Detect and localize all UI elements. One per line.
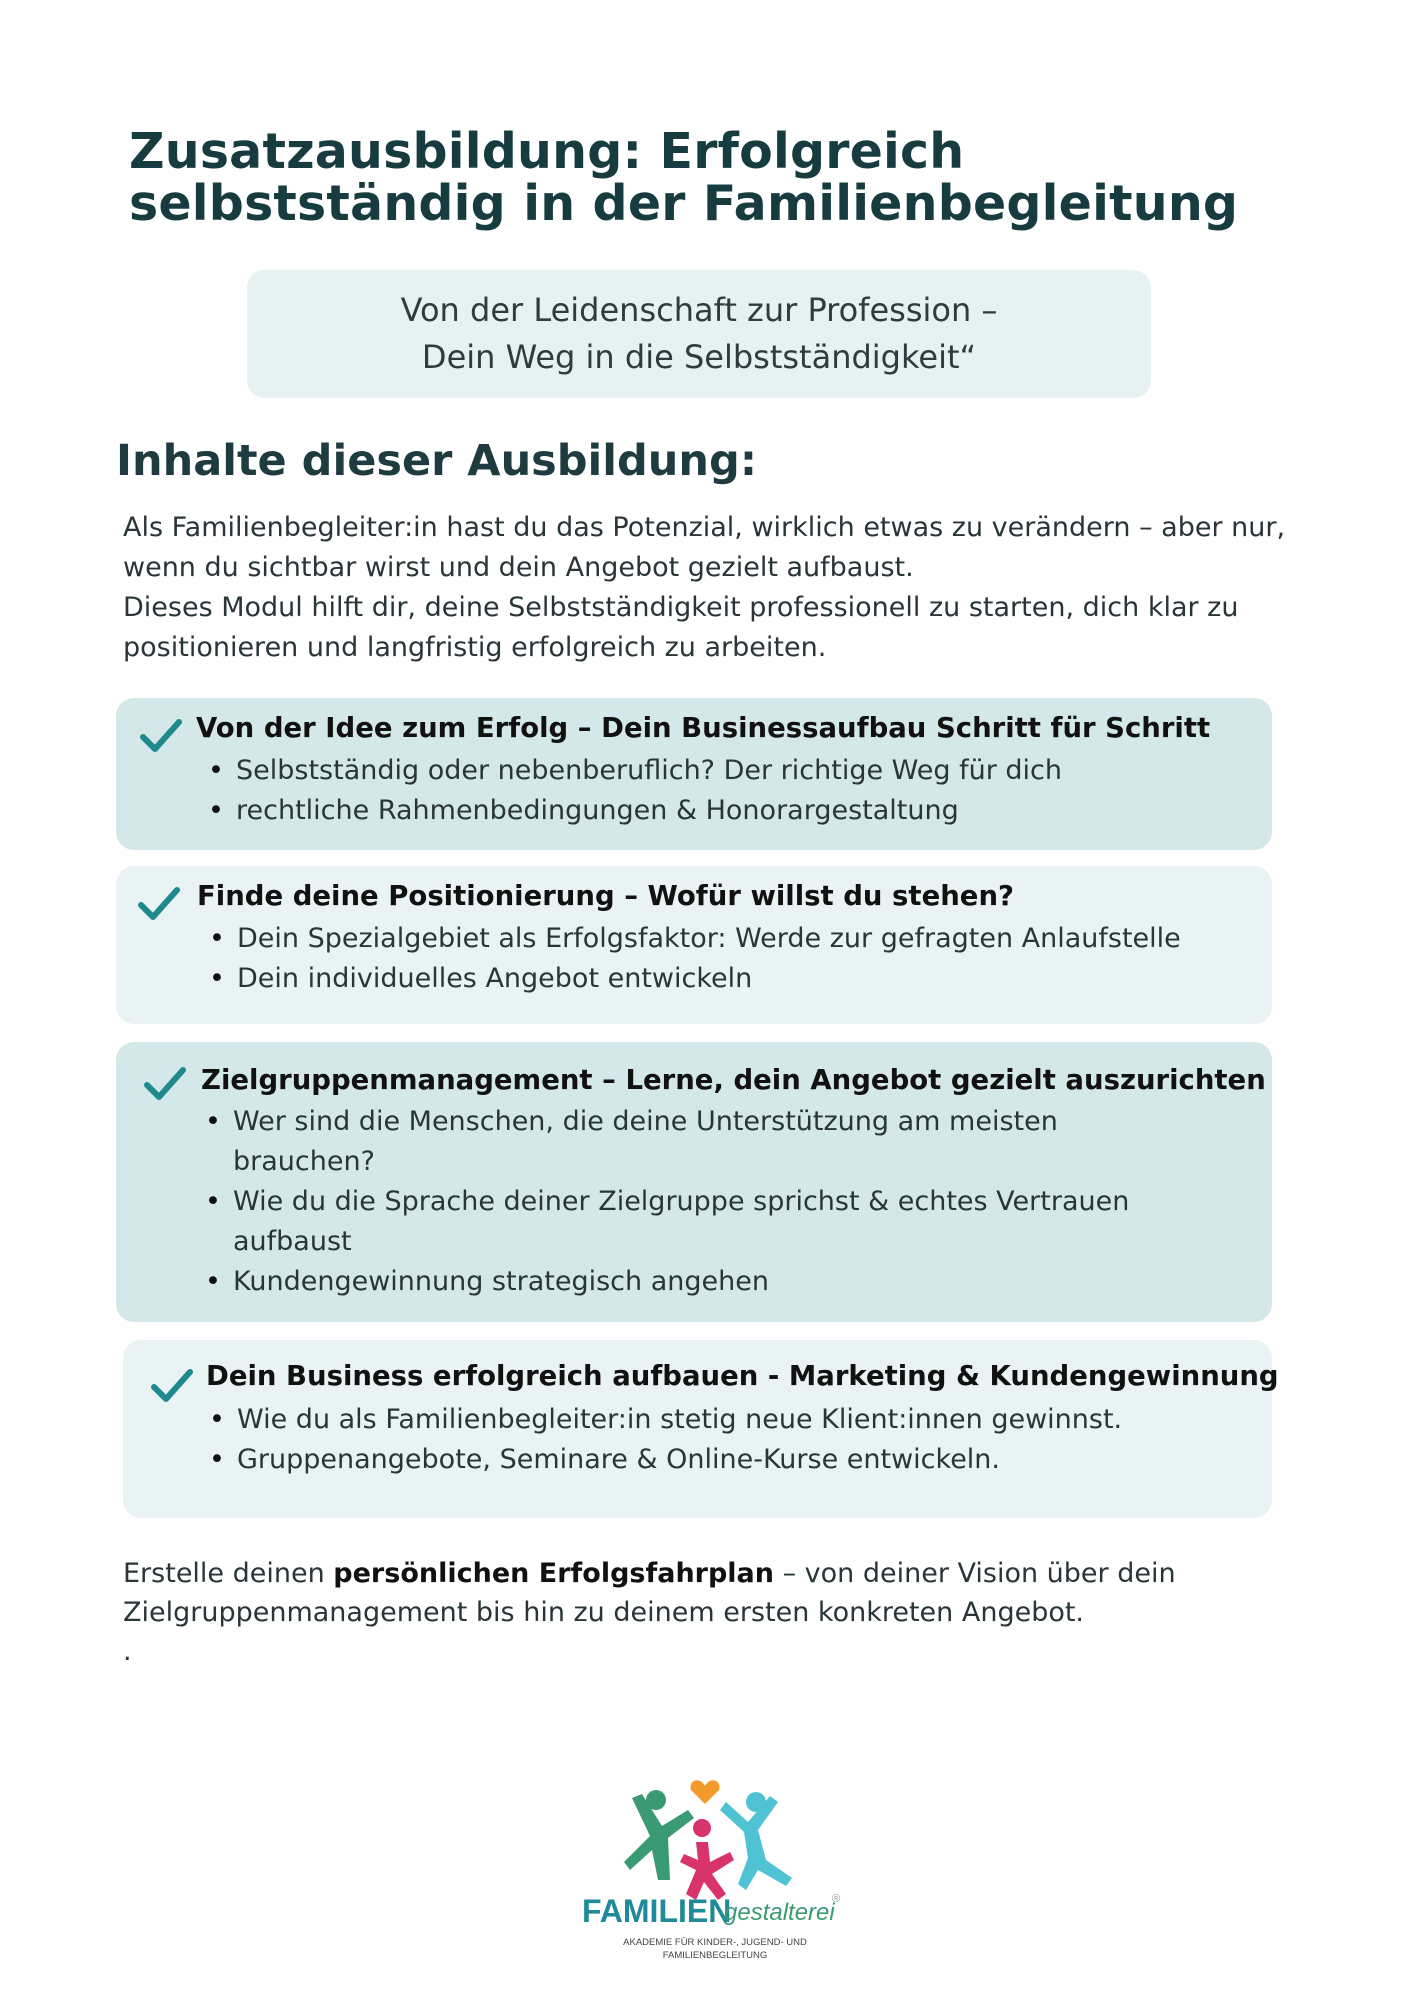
module-bullet-list: [208, 751, 1248, 831]
checkmark-icon: [140, 718, 182, 754]
list-item: • Wer sind die Menschen, die deine Unterstützung am meisten brauchen?: [205, 1102, 1205, 1182]
list-item: • rechtliche Rahmenbedingungen & Honorargestaltung: [208, 791, 1248, 831]
module-bullet-list: [209, 919, 1259, 999]
intro-text: [123, 508, 1333, 668]
module-title: Finde deine Positionierung – Wofür willst du stehen?: [197, 880, 1014, 912]
pink-figure-icon: [680, 1819, 734, 1900]
outro-bold: persönlichen Erfolgsfahrplan: [333, 1558, 774, 1589]
intro-paragraph-1: Als Familienbegleiter:in hast du das Potenzial, wirklich etwas zu verändern – aber nur, wenn du sichtbar wirst und dein Angebot gezielt aufbaust.: [123, 512, 1286, 583]
brand-script: gestalterei: [724, 1899, 835, 1926]
brand-main: FAMILIEN: [582, 1893, 732, 1929]
module-bullet-list: [205, 1102, 1205, 1302]
quote-box: [247, 270, 1151, 398]
outro-after: – von deiner Vision über dein Zielgruppenmanagement bis hin zu deinem ersten konkreten Angebot.: [123, 1558, 1176, 1628]
checkmark-icon: [144, 1066, 186, 1102]
module-card-4: [123, 1340, 1279, 1518]
intro-paragraph-2: Dieses Modul hilft dir, deine Selbstständigkeit professionell zu starten, dich klar zu positionieren und langfristig erfolgreich zu arbeiten.: [123, 592, 1239, 663]
list-item: • Wie du als Familienbegleiter:in stetig neue Klient:innen gewinnst.: [209, 1400, 1259, 1440]
green-figure-icon: [624, 1790, 694, 1880]
tagline-line-2: FAMILIENBEGLEITUNG: [662, 1950, 768, 1961]
module-title: Dein Business erfolgreich aufbauen - Marketing & Kundengewinnung: [206, 1360, 1279, 1392]
outro-before: Erstelle deinen: [123, 1558, 334, 1589]
registered-mark: ®: [832, 1893, 841, 1905]
module-title: Von der Idee zum Erfolg – Dein Businessaufbau Schritt für Schritt: [196, 712, 1211, 744]
list-item: • Gruppenangebote, Seminare & Online-Kurse entwickeln.: [209, 1440, 1259, 1480]
outro-text: [123, 1554, 1333, 1671]
list-item: • Dein Spezialgebiet als Erfolgsfaktor: Werde zur gefragten Anlaufstelle: [209, 919, 1259, 959]
checkmark-icon: [138, 886, 180, 922]
list-item: • Selbstständig oder nebenberuflich? Der richtige Weg für dich: [208, 751, 1248, 791]
page-title: Zusatzausbildung: Erfolgreich selbstständig in der Familienbegleitung: [129, 123, 1239, 232]
module-card-1: [116, 698, 1272, 850]
module-title: Zielgruppenmanagement – Lerne, dein Angebot gezielt auszurichten: [201, 1064, 1266, 1096]
section-heading: Inhalte dieser Ausbildung:: [116, 436, 758, 486]
cyan-figure-icon: [720, 1792, 792, 1890]
list-item: • Dein individuelles Angebot entwickeln: [209, 959, 1259, 999]
familiengestalterei-logo: [570, 1770, 860, 1970]
quote-line-1: Von der Leidenschaft zur Profession –: [400, 291, 998, 329]
heart-icon: [691, 1780, 720, 1804]
quote-line-2: Dein Weg in die Selbstständigkeit“: [421, 338, 977, 376]
tagline-line-1: AKADEMIE FÜR KINDER-, JUGEND- UND: [623, 1937, 807, 1948]
module-card-3: [116, 1042, 1272, 1322]
list-item: • Wie du die Sprache deiner Zielgruppe sprichst & echtes Vertrauen aufbaust: [205, 1182, 1205, 1262]
list-item: • Kundengewinnung strategisch angehen: [205, 1262, 1205, 1302]
outro-dot: .: [123, 1636, 132, 1667]
module-card-2: [116, 866, 1272, 1024]
checkmark-icon: [151, 1368, 193, 1404]
module-bullet-list: [209, 1400, 1259, 1480]
outro-paragraph: [123, 1554, 1333, 1632]
